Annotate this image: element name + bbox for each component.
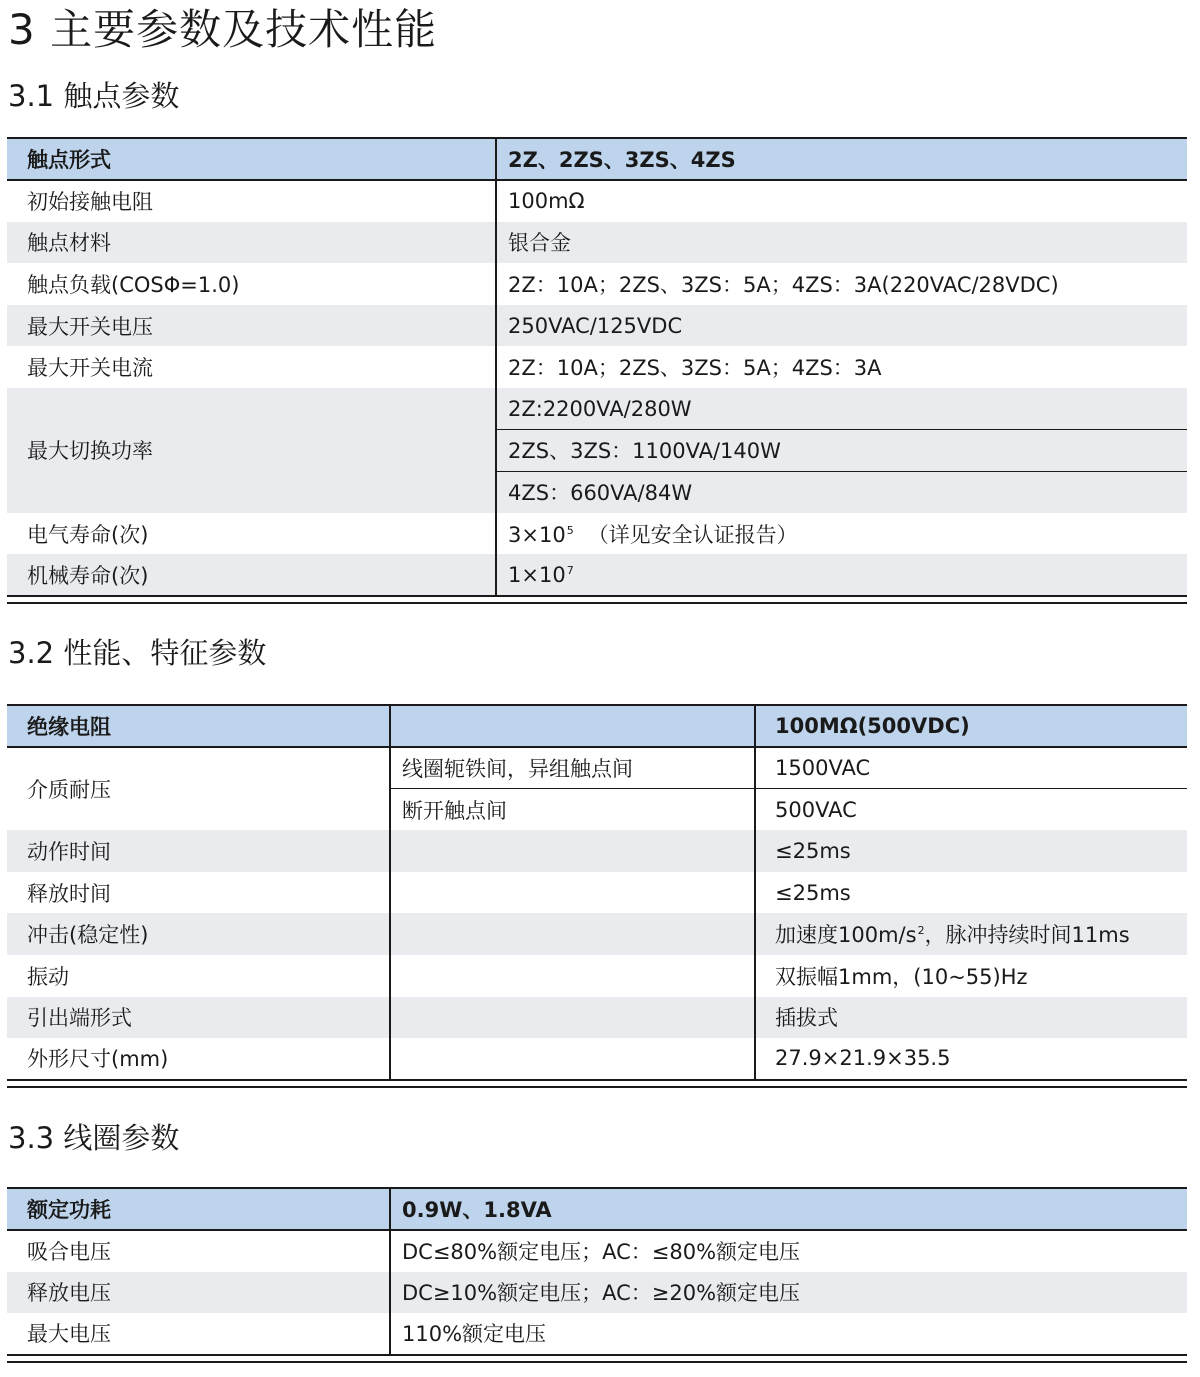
header-value: 2Z、2ZS、3ZS、4ZS: [496, 138, 1187, 180]
row-label: 引出端形式: [7, 997, 390, 1039]
row-label: 最大切换功率: [7, 388, 496, 513]
value-post: ，脉冲持续时间11ms: [924, 923, 1130, 948]
row-value: 2ZS、3ZS：1100VA/140W: [496, 430, 1187, 472]
section-3-3-heading: 3.3 线圈参数: [8, 1121, 180, 1155]
row-value: 插拔式: [755, 997, 1187, 1039]
row-value: [496, 554, 1187, 596]
row-value: 1500VAC: [755, 747, 1187, 789]
section-3-2-heading: 3.2 性能、特征参数: [8, 636, 267, 670]
row-label: 介质耐压: [27, 778, 111, 803]
row-condition: [390, 830, 755, 872]
row-condition: [390, 997, 755, 1039]
table-row: [7, 1313, 1187, 1355]
row-condition: 线圈轭铁间，异组触点间: [390, 747, 755, 789]
row-value: ≤25ms: [755, 872, 1187, 914]
row-value: ≤25ms: [755, 830, 1187, 872]
table-row: [7, 1272, 1187, 1314]
row-condition: [390, 955, 755, 997]
section-3-1-heading: 3.1 触点参数: [8, 79, 180, 113]
performance-params-table: [7, 704, 1187, 1081]
row-label: 冲击(稳定性): [7, 913, 390, 955]
table-row: [7, 872, 1187, 914]
table-end-rule: [7, 1086, 1187, 1088]
row-value: 100mΩ: [496, 180, 1187, 222]
row-value: DC≥10%额定电压；AC：≥20%额定电压: [390, 1272, 1187, 1314]
row-label: 最大开关电流: [27, 356, 153, 381]
table-row: [7, 997, 1187, 1039]
page-title: 3 主要参数及技术性能: [8, 5, 438, 54]
row-label: 吸合电压: [27, 1240, 111, 1265]
row-value: 500VAC: [755, 789, 1187, 831]
row-label: 释放时间: [27, 881, 111, 906]
table-row: [7, 554, 1187, 596]
table-row: [7, 913, 1187, 955]
row-condition: [390, 913, 755, 955]
table-header-row: [7, 138, 1187, 180]
row-label: 触点负载(COSΦ=1.0): [27, 272, 240, 297]
table-header-row: [7, 705, 1187, 747]
header-label: 额定功耗: [7, 1188, 390, 1230]
table-row: [7, 263, 1187, 305]
table-end-rule: [7, 1361, 1187, 1363]
row-label: 电气寿命(次): [27, 522, 149, 547]
table-row: [7, 1230, 1187, 1272]
table-end-rule: [7, 602, 1187, 604]
row-value: [496, 513, 1187, 555]
row-value: 双振幅1mm，(10~55)Hz: [755, 955, 1187, 997]
table-row: [7, 955, 1187, 997]
table-row: [7, 305, 1187, 347]
table-row: [7, 180, 1187, 222]
row-label: 最大开关电压: [7, 305, 496, 347]
value-exponent: 2: [917, 924, 925, 938]
table-row: [7, 747, 1187, 789]
row-value: 2Z：10A；2ZS、3ZS：5A；4ZS：3A: [496, 346, 1187, 388]
row-label: 释放电压: [7, 1272, 390, 1314]
value-pre: 加速度100m/s: [775, 923, 917, 948]
row-label: 动作时间: [7, 830, 390, 872]
row-label: 机械寿命(次): [7, 554, 496, 596]
coil-params-table: [7, 1187, 1187, 1356]
header-mid: [390, 705, 755, 747]
contact-params-table: [7, 137, 1187, 597]
table-row: [7, 830, 1187, 872]
row-label: 振动: [27, 964, 69, 989]
row-label: 初始接触电阻: [27, 190, 153, 215]
header-value: 0.9W、1.8VA: [390, 1188, 1187, 1230]
header-value: 100MΩ(500VDC): [755, 705, 1187, 747]
table-row: [7, 222, 1187, 264]
row-value: DC≤80%额定电压；AC：≤80%额定电压: [390, 1230, 1187, 1272]
row-value: [755, 913, 1187, 955]
row-value: 2Z:2200VA/280W: [496, 388, 1187, 430]
row-label: 外形尺寸(mm): [7, 1038, 390, 1080]
header-label: 绝缘电阻: [7, 705, 390, 747]
row-value: 4ZS：660VA/84W: [496, 471, 1187, 513]
row-value: 2Z：10A；2ZS、3ZS：5A；4ZS：3A(220VAC/28VDC): [496, 263, 1187, 305]
table-row: [7, 388, 1187, 430]
row-label: 最大电压: [7, 1313, 390, 1355]
row-condition: [390, 872, 755, 914]
row-value: 银合金: [496, 222, 1187, 264]
value-base: 1×10: [508, 562, 566, 587]
value-exponent: 5: [566, 523, 574, 537]
value-exponent: 7: [566, 563, 574, 577]
row-value: 250VAC/125VDC: [496, 305, 1187, 347]
header-label: 触点形式: [7, 138, 496, 180]
value-base: 3×10: [508, 522, 566, 547]
row-value: 27.9×21.9×35.5: [755, 1038, 1187, 1080]
table-row: [7, 513, 1187, 555]
table-row: [7, 1038, 1187, 1080]
table-row: [7, 346, 1187, 388]
table-header-row: [7, 1188, 1187, 1230]
value-note: （详见安全认证报告）: [587, 522, 798, 547]
row-label: 触点材料: [7, 222, 496, 264]
row-value: 110%额定电压: [390, 1313, 1187, 1355]
row-condition: 断开触点间: [390, 789, 755, 831]
row-condition: [390, 1038, 755, 1080]
